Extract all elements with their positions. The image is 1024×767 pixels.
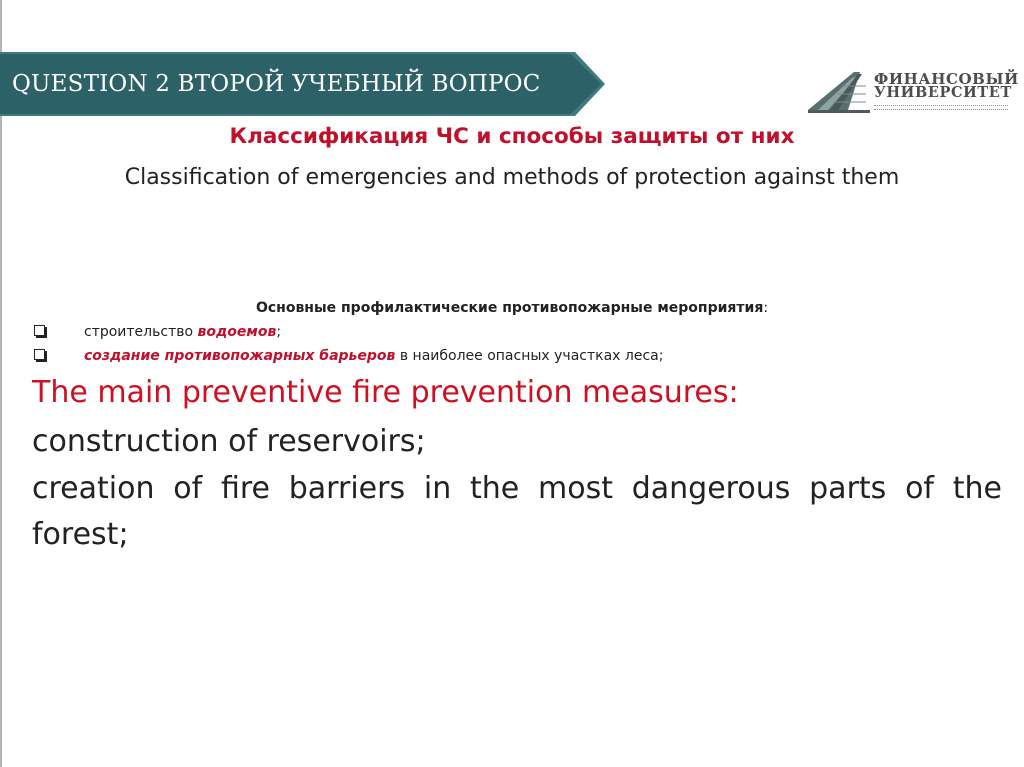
section-banner (0, 52, 605, 116)
logo-text-line-1: ФИНАНСОВЫЙ (874, 70, 1019, 88)
university-tower-logo-icon (808, 72, 874, 116)
english-measure-line: construction of reservoirs; (32, 424, 426, 459)
checkbox-icon (34, 325, 45, 336)
russian-measures-heading (0, 300, 1024, 316)
logo-text-line-2: УНИВЕРСИТЕТ (874, 84, 1012, 101)
logo-fine-print (874, 105, 1008, 110)
english-measures-heading: The main preventive fire prevention measures: (32, 375, 739, 410)
russian-measures-heading-colon: : (763, 300, 769, 316)
checkbox-icon (34, 349, 45, 360)
university-logo (808, 70, 1019, 116)
list-item-text (84, 322, 281, 342)
list-item-plain-text: в наиболее опасных участках леса; (395, 348, 664, 364)
list-item-emphasis: водоемов (197, 324, 277, 340)
banner-title: QUESTION 2 ВТОРОЙ УЧЕБНЫЙ ВОПРОС (12, 71, 541, 97)
list-item-text (84, 346, 663, 366)
slide-title-russian: Классификация ЧС и способы защиты от них (229, 124, 795, 149)
list-item-plain-text: ; (276, 324, 282, 340)
list-item-emphasis: создание противопожарных барьеров (84, 348, 396, 364)
english-measure-line: creation of fire barriers in the most dangerous parts of the (32, 471, 1002, 506)
russian-measures-heading-text: Основные профилактические противопожарные мероприятия (255, 300, 764, 316)
english-measure-line-continuation: forest; (32, 517, 129, 552)
list-item-plain-text: строительство (84, 324, 198, 340)
slide-title-english: Classification of emergencies and methods of protection against them (124, 165, 900, 190)
